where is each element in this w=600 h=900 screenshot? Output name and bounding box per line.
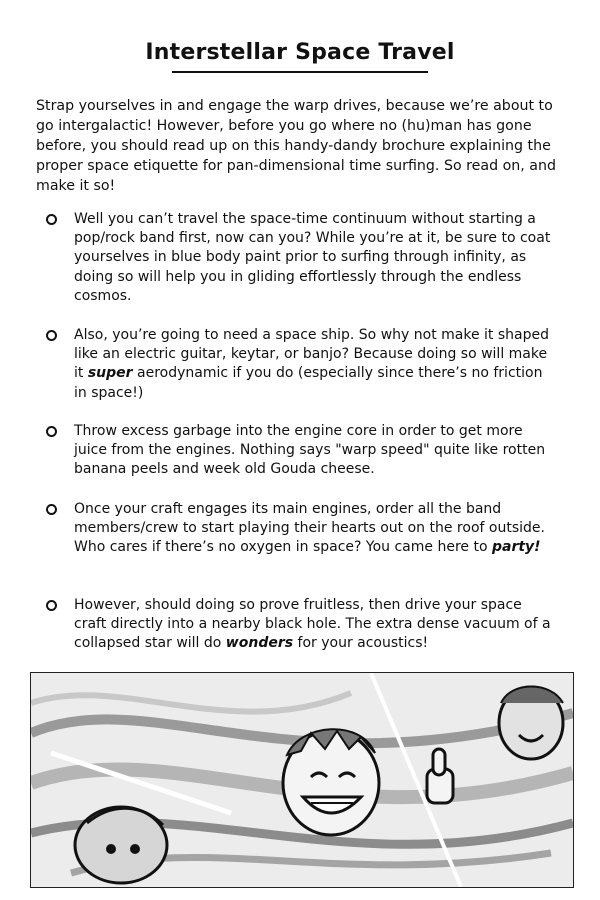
cartoon-illustration-icon: [31, 673, 573, 887]
list-item-text: Throw excess garbage into the engine core in order to get more juice from the engines. Nothing says "warp speed" quite like rotten banana peels and week old Gouda cheese.: [74, 423, 546, 478]
list-item-text: Well you can’t travel the space-time continuum without starting a pop/rock band first, now can you? While you’re at it, be sure to coat yourselves in blue body paint prior to surfing through infinity, as doing so will help you in gliding effortlessly through the endless cosmos.: [74, 211, 551, 304]
bullet-circle-icon: [46, 330, 57, 341]
list-item-text: Once your craft engages its main engines, order all the band members/crew to start playing their hearts out on the roof outside. Who cares if there’s no oxygen in space? You came here to party!: [74, 501, 545, 556]
list-item-text: Also, you’re going to need a space ship. So why not make it shaped like an electric guitar, keytar, or banjo? Because doing so will make it super aerodynamic if you do (especially since there’s no friction in space!): [74, 327, 549, 401]
cartoon-illustration: [30, 672, 574, 888]
bullet-circle-icon: [46, 600, 57, 611]
bullet-circle-icon: [46, 214, 57, 225]
list-item-text: However, should doing so prove fruitless, then drive your space craft directly into a nearby black hole. The extra dense vacuum of a collapsed star will do wonders for your acoustics!: [74, 597, 551, 652]
bullet-circle-icon: [46, 426, 57, 437]
bullet-circle-icon: [46, 504, 57, 515]
intro-paragraph: Strap yourselves in and engage the warp drives, because we’re about to go intergalactic! However, before you go where no (hu)man has gone before, you should read up on this handy-dandy brochure explaining the proper space etiquette for pan-dimensional time surfing. So read on, and make it so!: [36, 98, 556, 194]
title-underline: [172, 71, 428, 73]
page-title: Interstellar Space Travel: [145, 40, 455, 65]
